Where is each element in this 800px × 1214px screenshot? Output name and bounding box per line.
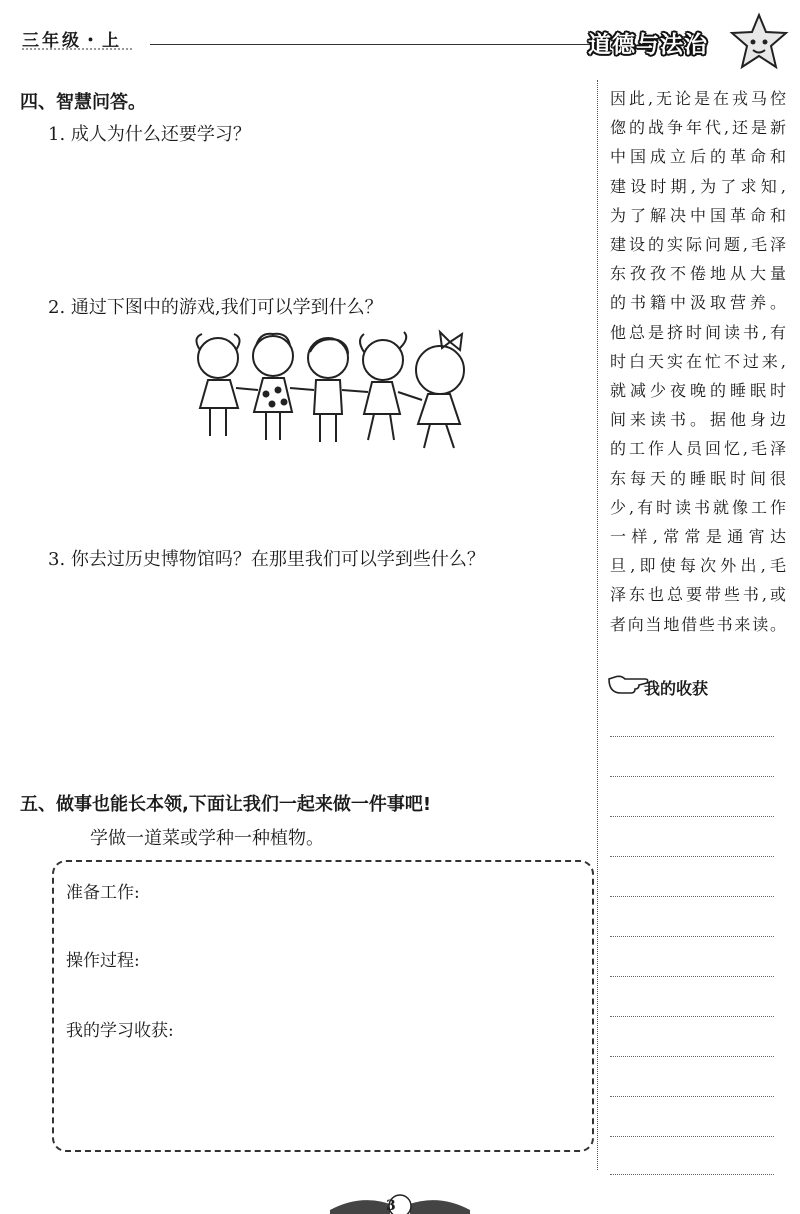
sidebar-line: 旦,即使每次外出,毛	[610, 556, 786, 576]
activity-answer-box[interactable]	[52, 860, 594, 1152]
process-label: 操作过程:	[66, 951, 140, 971]
sidebar-line: 的书籍中汲取营养。	[610, 293, 786, 313]
sidebar-line: 偬的战争年代,还是新	[610, 118, 786, 138]
children-game-illustration	[178, 328, 478, 456]
answer-line[interactable]	[610, 856, 774, 857]
header-rule	[150, 44, 590, 45]
sidebar-line: 他总是挤时间读书,有	[610, 322, 786, 342]
star-mascot-icon	[728, 12, 790, 72]
answer-line[interactable]	[610, 936, 774, 937]
sidebar-line: 为了解决中国革命和	[610, 205, 786, 225]
sidebar-line: 建设时期,为了求知,	[610, 176, 786, 196]
page-number: 3	[386, 1198, 396, 1214]
sidebar-line: 中国成立后的革命和	[610, 147, 786, 167]
sidebar-line: 就减少夜晚的睡眠时	[610, 381, 786, 401]
pointing-hand-icon	[607, 673, 649, 697]
sidebar-line: 时白天实在忙不过来,	[610, 351, 786, 371]
subject-title: 道德与法治	[588, 32, 708, 58]
column-divider	[597, 80, 598, 1170]
answer-line[interactable]	[610, 1174, 774, 1175]
sidebar-line: 因此,无论是在戎马倥	[610, 89, 786, 108]
section-5-instruction: 学做一道菜或学种一种植物。	[90, 828, 324, 849]
header-dotted-decoration	[22, 48, 132, 50]
question-3: 3. 你去过历史博物馆吗？在那里我们可以学到些什么？	[48, 549, 485, 570]
answer-line[interactable]	[610, 1136, 774, 1137]
sidebar-story	[610, 84, 786, 639]
grade-label: 三年级・上	[22, 31, 122, 51]
sidebar-line: 建设的实际问题,毛泽	[610, 235, 786, 255]
answer-line[interactable]	[610, 816, 774, 817]
answer-line[interactable]	[610, 1096, 774, 1097]
sidebar-line: 一样,常常是通宵达	[610, 527, 786, 547]
answer-line[interactable]	[610, 1056, 774, 1057]
sidebar-line: 少,有时读书就像工作	[610, 497, 786, 517]
sidebar-line: 泽东也总要带些书,或	[610, 585, 786, 605]
answer-line[interactable]	[610, 776, 774, 777]
page-header	[0, 0, 800, 70]
preparation-label: 准备工作:	[66, 883, 140, 903]
sidebar-line: 东孜孜不倦地从大量	[610, 264, 786, 284]
sidebar-line: 东每天的睡眠时间很	[610, 468, 786, 488]
my-harvest-label: 我的收获	[644, 679, 709, 698]
section-4-title: 四、智慧问答。	[20, 92, 146, 113]
answer-line[interactable]	[610, 896, 774, 897]
section-5-title: 五、做事也能长本领,下面让我们一起来做一件事吧!	[20, 794, 432, 815]
sidebar-line: 者向当地借些书来读。	[610, 614, 786, 634]
footer-ornament	[320, 1190, 480, 1214]
sidebar-line: 的工作人员回忆,毛泽	[610, 439, 786, 459]
learning-harvest-label: 我的学习收获:	[66, 1021, 174, 1041]
answer-line[interactable]	[610, 736, 774, 737]
answer-line[interactable]	[610, 976, 774, 977]
question-1: 1. 成人为什么还要学习？	[48, 124, 251, 145]
sidebar-line: 间来读书。据他身边	[610, 410, 786, 430]
question-2: 2. 通过下图中的游戏,我们可以学到什么？	[48, 297, 383, 318]
answer-line[interactable]	[610, 1016, 774, 1017]
